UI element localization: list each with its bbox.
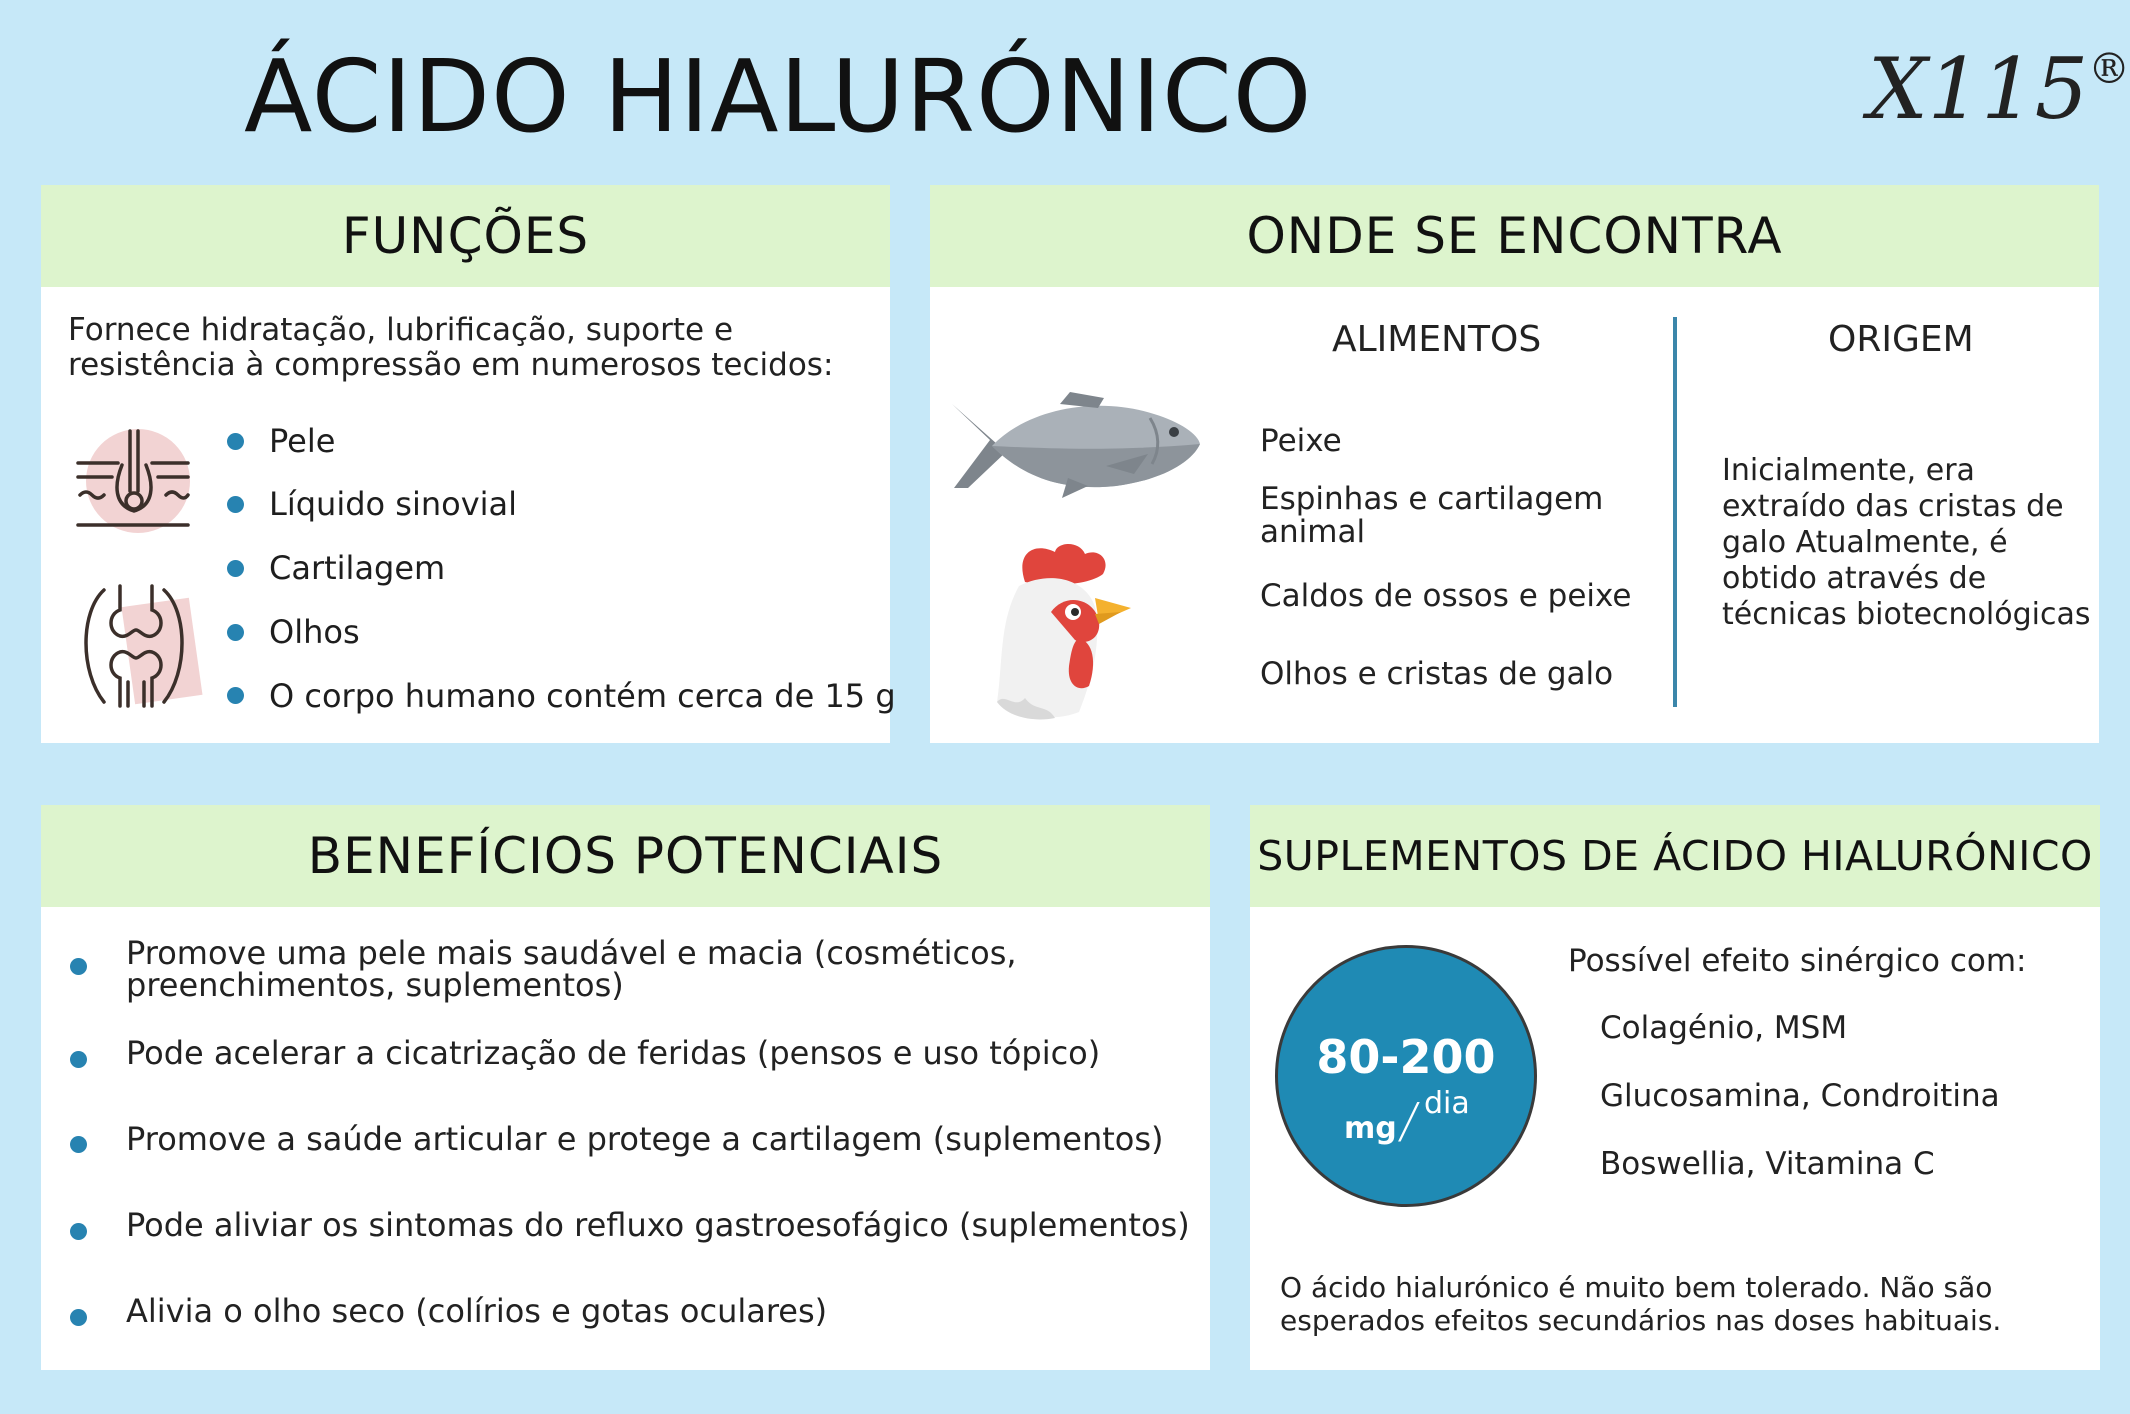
joint-knee-icon xyxy=(74,582,204,712)
synergy-item: Colagénio, MSM xyxy=(1600,1010,1848,1046)
synergy-item: Glucosamina, Condroitina xyxy=(1600,1078,2000,1114)
food-item: Olhos e cristas de galo xyxy=(1260,656,1614,692)
synergy-heading: Possível efeito sinérgico com: xyxy=(1568,943,2027,979)
funcoes-card xyxy=(41,185,896,743)
onde-heading: ONDE SE ENCONTRA xyxy=(930,185,2099,287)
onde-se-encontra-card xyxy=(930,185,2099,743)
rooster-icon xyxy=(995,542,1145,722)
bullet-dot xyxy=(227,687,244,704)
bullet-dot xyxy=(70,1223,87,1240)
registered-mark: ® xyxy=(2088,44,2130,93)
tolerance-note: O ácido hialurónico é muito bem tolerado. Não são esperados efeitos secundários nas doses habituais. xyxy=(1280,1271,2002,1337)
dose-unit-slash: / xyxy=(1396,1093,1423,1149)
funcoes-item: Pele xyxy=(269,422,336,460)
funcoes-item: Cartilagem xyxy=(269,549,446,587)
bullet-dot xyxy=(70,1136,87,1153)
bullet-dot xyxy=(227,624,244,641)
origem-heading: ORIGEM xyxy=(1828,319,1974,360)
beneficio-item: Pode aliviar os sintomas do refluxo gastroesofágico (suplementos) xyxy=(126,1206,1190,1244)
brand-logo-text: X115 xyxy=(1868,40,2089,138)
brand-logo xyxy=(1868,40,2130,138)
food-item: Espinhas e cartilagem animal xyxy=(1260,481,1604,550)
column-divider xyxy=(1673,317,1677,707)
bullet-dot xyxy=(227,496,244,513)
dose-value: 80-200 xyxy=(1316,1030,1496,1084)
dose-unit-mg: mg xyxy=(1344,1111,1397,1146)
dose-circle xyxy=(1275,945,1537,1207)
funcoes-heading: FUNÇÕES xyxy=(41,185,890,287)
bullet-dot xyxy=(70,1051,87,1068)
bullet-dot xyxy=(227,433,244,450)
bullet-dot xyxy=(227,560,244,577)
funcoes-item: O corpo humano contém cerca de 15 g xyxy=(269,677,896,715)
fish-icon xyxy=(948,390,1204,502)
synergy-item: Boswellia, Vitamina C xyxy=(1600,1146,1935,1182)
alimentos-heading: ALIMENTOS xyxy=(1332,319,1542,360)
skin-hair-follicle-icon xyxy=(74,425,192,543)
beneficio-item: Promove uma pele mais saudável e macia (cosméticos, preenchimentos, suplementos) xyxy=(126,934,1017,1004)
funcoes-item: Líquido sinovial xyxy=(269,485,518,523)
food-item: Caldos de ossos e peixe xyxy=(1260,578,1632,614)
beneficio-item: Promove a saúde articular e protege a cartilagem (suplementos) xyxy=(126,1120,1164,1158)
origem-text: Inicialmente, era extraído das cristas de galo Atualmente, é obtido através de técnicas biotecnológicas xyxy=(1722,453,2091,632)
funcoes-item: Olhos xyxy=(269,613,360,651)
suplementos-heading: SUPLEMENTOS DE ÁCIDO HIALURÓNICO xyxy=(1250,805,2100,907)
bullet-dot xyxy=(70,1309,87,1326)
food-item: Peixe xyxy=(1260,423,1342,459)
suplementos-card xyxy=(1250,805,2100,1370)
beneficios-heading: BENEFÍCIOS POTENCIAIS xyxy=(41,805,1210,907)
beneficios-card xyxy=(41,805,1210,1370)
dose-unit-dia: dia xyxy=(1424,1086,1470,1121)
beneficio-item: Pode acelerar a cicatrização de feridas (pensos e uso tópico) xyxy=(126,1034,1101,1072)
bullet-dot xyxy=(70,958,87,975)
beneficio-item: Alivia o olho seco (colírios e gotas oculares) xyxy=(126,1292,828,1330)
page-title: ÁCIDO HIALURÓNICO xyxy=(244,38,1313,155)
funcoes-intro: Fornece hidratação, lubrificação, suporte e resistência à compressão em numerosos tecidos: xyxy=(68,312,834,383)
